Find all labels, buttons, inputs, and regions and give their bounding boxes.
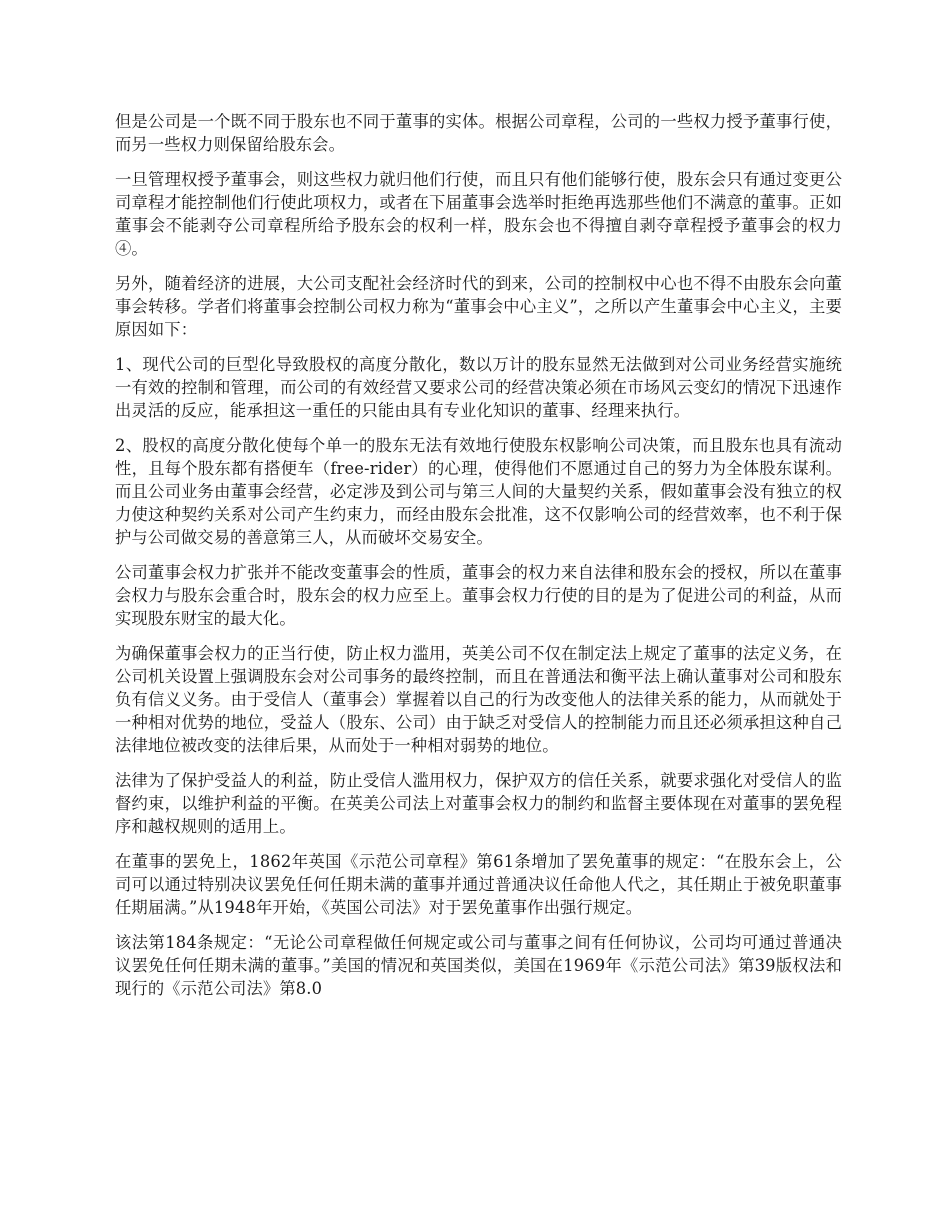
paragraph: 在董事的罢免上，1862年英国《示范公司章程》第61条增加了罢免董事的规定：“在股东会上，公司可以通过特别决议罢免任何任期未满的董事并通过普通决议任命他人代之，其任期止于被免职董事任期届满。”从1948年开始，《英国公司法》对于罢免董事作出强行规定。 xyxy=(115,852,842,917)
paragraph: 法律为了保护受益人的利益，防止受信人滥用权力，保护双方的信任关系，就要求强化对受信人的监督约束，以维护利益的平衡。在英美公司法上对董事会权力的制约和监督主要体现在对董事的罢免程序和越权规则的适用上。 xyxy=(115,771,842,836)
paragraph: 2、股权的高度分散化使每个单一的股东无法有效地行使股东权影响公司决策，而且股东也具有流动性，且每个股东都有搭便车（free-rider）的心理，使得他们不愿通过自己的努力为全体股东谋利。而且公司业务由董事会经营，必定涉及到公司与第三人间的大量契约关系，假如董事会没有独立的权力使这种契约关系对公司产生约束力，而经由股东会批准，这不仅影响公司的经营效率，也不利于保护与公司做交易的善意第三人，从而破坏交易安全。 xyxy=(115,436,842,547)
document-page xyxy=(115,110,842,1012)
paragraph: 公司董事会权力扩张并不能改变董事会的性质，董事会的权力来自法律和股东会的授权，所以在董事会权力与股东会重合时，股东会的权力应至上。董事会权力行使的目的是为了促进公司的利益，从而实现股东财宝的最大化。 xyxy=(115,563,842,628)
paragraph: 1、现代公司的巨型化导致股权的高度分散化，数以万计的股东显然无法做到对公司业务经营实施统一有效的控制和管理，而公司的有效经营又要求公司的经营决策必须在市场风云变幻的情况下迅速作出灵活的反应，能承担这一重任的只能由具有专业化知识的董事、经理来执行。 xyxy=(115,355,842,420)
paragraph: 另外，随着经济的进展，大公司支配社会经济时代的到来，公司的控制权中心也不得不由股东会向董事会转移。学者们将董事会控制公司权力称为“董事会中心主义”，之所以产生董事会中心主义，主要原因如下： xyxy=(115,274,842,339)
paragraph: 该法第184条规定：“无论公司章程做任何规定或公司与董事之间有任何协议，公司均可通过普通决议罢免任何任期未满的董事。”美国的情况和英国类似，美国在1969年《示范公司法》第39版权法和现行的《示范公司法》第8.0 xyxy=(115,933,842,998)
paragraph: 但是公司是一个既不同于股东也不同于董事的实体。根据公司章程，公司的一些权力授予董事行使，而另一些权力则保留给股东会。 xyxy=(115,112,842,154)
paragraph: 为确保董事会权力的正当行使，防止权力滥用，英美公司不仅在制定法上规定了董事的法定义务，在公司机关设置上强调股东会对公司事务的最终控制，而且在普通法和衡平法上确认董事对公司和股东负有信义义务。由于受信人（董事会）掌握着以自己的行为改变他人的法律关系的能力，从而就处于一种相对优势的地位，受益人（股东、公司）由于缺乏对受信人的控制能力而且还必须承担这种自己法律地位被改变的法律后果，从而处于一种相对弱势的地位。 xyxy=(115,644,842,755)
paragraph: 一旦管理权授予董事会，则这些权力就归他们行使，而且只有他们能够行使，股东会只有通过变更公司章程才能控制他们行使此项权力，或者在下届董事会选举时拒绝再选那些他们不满意的董事。正如董事会不能剥夺公司章程所给予股东会的权利一样，股东会也不得擅自剥夺章程授予董事会的权力④。 xyxy=(115,170,842,258)
